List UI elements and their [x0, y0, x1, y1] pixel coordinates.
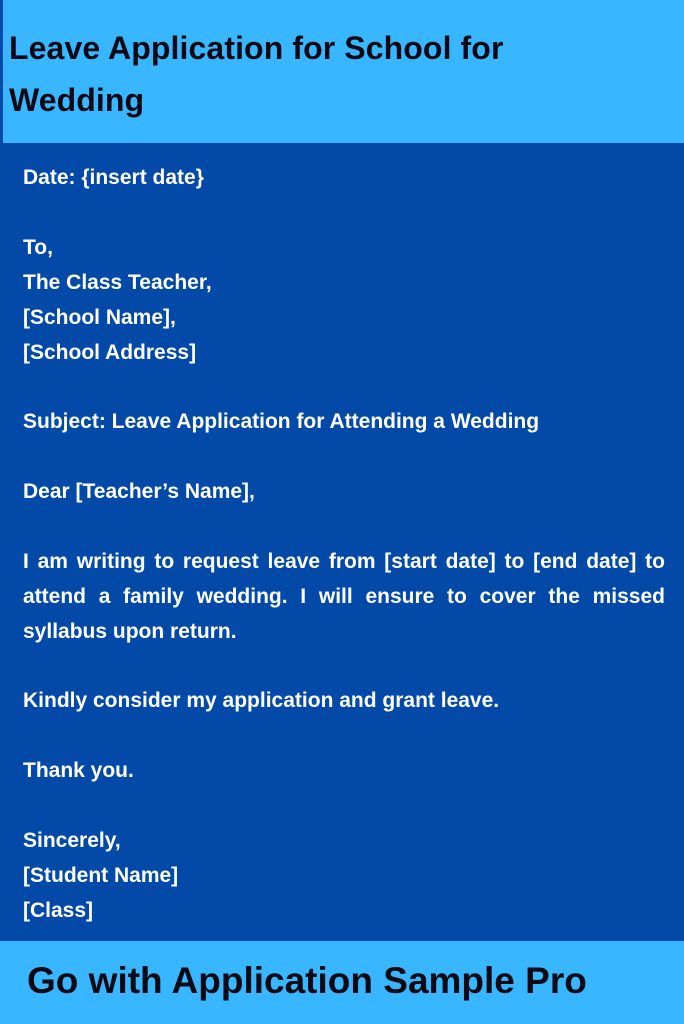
letter-date: Date: {insert date}: [23, 166, 204, 189]
letter-student-class: [Class]: [23, 899, 94, 922]
footer-text: Go with Application Sample Pro: [27, 960, 587, 1001]
letter-body-paragraph: I am writing to request leave from [start date] to [end date] to attend a family wedding. I will ensure to cover the missed syllabus upon return.: [23, 550, 665, 643]
letter-student-name: [Student Name]: [23, 864, 179, 887]
letter-school-name: [School Name],: [23, 306, 176, 329]
letter-body: [0, 143, 684, 941]
letter-salutation-to: To,: [23, 236, 53, 259]
letter-school-address: [School Address]: [23, 341, 197, 364]
letter-greeting: Dear [Teacher’s Name],: [23, 480, 255, 503]
letter-request: Kindly consider my application and grant leave.: [23, 689, 500, 712]
letter-closing: Sincerely,: [23, 829, 121, 852]
letter-thanks: Thank you.: [23, 759, 134, 782]
letter-subject: Subject: Leave Application for Attending a Wedding: [23, 410, 540, 433]
letter-recipient: The Class Teacher,: [23, 271, 212, 294]
footer-banner: [0, 941, 684, 1024]
header-banner: [0, 0, 684, 143]
page-title: Leave Application for School for Wedding: [9, 30, 504, 118]
